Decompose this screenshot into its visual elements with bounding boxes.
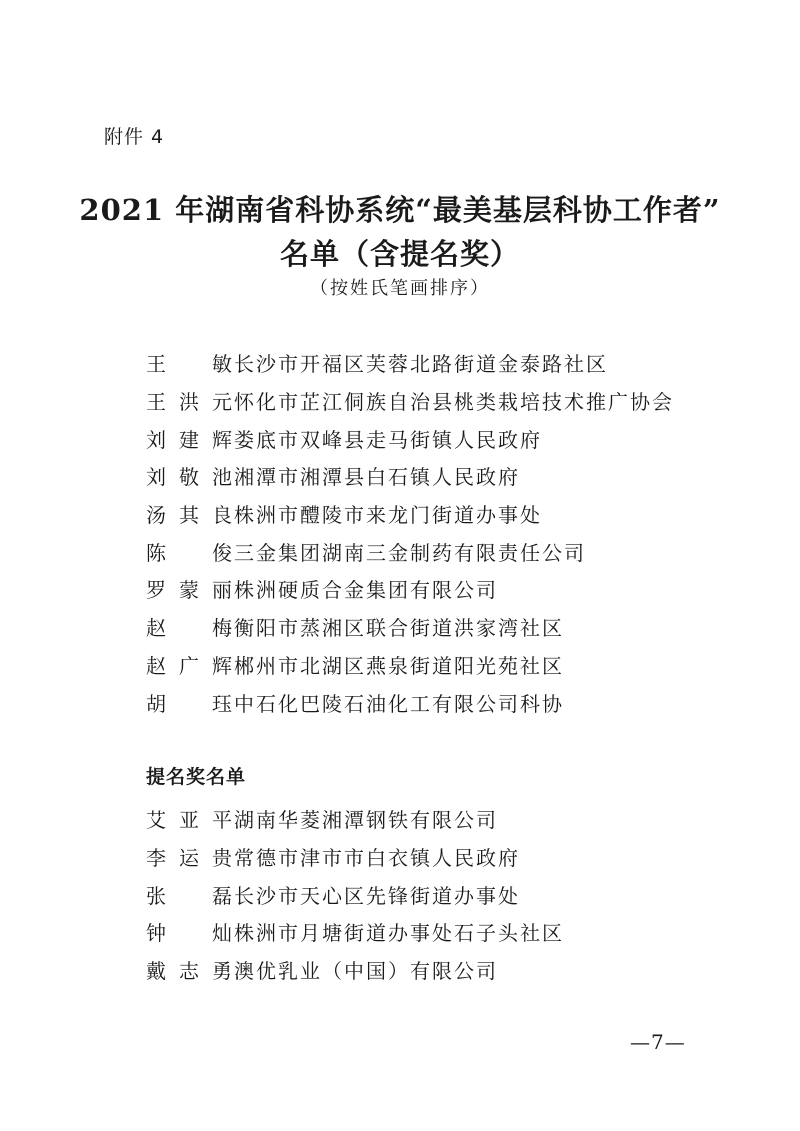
list-item bbox=[146, 532, 674, 570]
document-title-line-1: 2021 年湖南省科协系统“最美基层科协工作者” bbox=[79, 193, 721, 227]
list-item bbox=[146, 875, 564, 913]
person-name: 王洪元 bbox=[146, 390, 234, 415]
list-item bbox=[146, 683, 674, 721]
organization: 常德市津市市白衣镇人民政府 bbox=[234, 846, 520, 871]
list-item bbox=[146, 457, 674, 495]
organization: 长沙市天心区先锋街道办事处 bbox=[234, 883, 520, 908]
organization: 三金集团湖南三金制药有限责任公司 bbox=[234, 540, 586, 565]
list-item bbox=[146, 570, 674, 608]
person-name: 王 敏 bbox=[146, 352, 234, 377]
person-name: 胡 珏 bbox=[146, 691, 234, 716]
list-item bbox=[146, 951, 564, 989]
person-name: 艾亚平 bbox=[146, 808, 234, 833]
list-item bbox=[146, 800, 564, 838]
list-item bbox=[146, 913, 564, 951]
document-subtitle: （按姓氏笔画排序） bbox=[310, 278, 490, 299]
list-item bbox=[146, 419, 674, 457]
organization: 中石化巴陵石油化工有限公司科协 bbox=[234, 691, 564, 716]
person-name: 刘敬池 bbox=[146, 465, 234, 490]
nominee-section-heading: 提名奖名单 bbox=[146, 766, 247, 788]
organization: 怀化市芷江侗族自治县桃类栽培技术推广协会 bbox=[234, 390, 674, 415]
organization: 澳优乳业（中国）有限公司 bbox=[234, 959, 498, 984]
list-item bbox=[146, 495, 674, 533]
list-item bbox=[146, 646, 674, 684]
person-name: 陈 俊 bbox=[146, 540, 234, 565]
organization: 郴州市北湖区燕泉街道阳光苑社区 bbox=[234, 653, 564, 678]
organization: 株洲市月塘街道办事处石子头社区 bbox=[234, 921, 564, 946]
list-item bbox=[146, 838, 564, 876]
organization: 株洲市醴陵市来龙门街道办事处 bbox=[234, 503, 542, 528]
list-item bbox=[146, 382, 674, 420]
person-name: 戴志勇 bbox=[146, 959, 234, 984]
document-title-line-2: 名单（含提名奖） bbox=[279, 237, 520, 271]
person-name: 罗蒙丽 bbox=[146, 578, 234, 603]
attachment-label: 附件 4 bbox=[104, 126, 165, 148]
organization: 湖南华菱湘潭钢铁有限公司 bbox=[234, 808, 498, 833]
page-number: —7— bbox=[630, 1030, 686, 1054]
person-name: 张 磊 bbox=[146, 883, 234, 908]
organization: 长沙市开福区芙蓉北路街道金泰路社区 bbox=[234, 352, 608, 377]
list-item bbox=[146, 608, 674, 646]
person-name: 刘建辉 bbox=[146, 427, 234, 452]
organization: 湘潭市湘潭县白石镇人民政府 bbox=[234, 465, 520, 490]
list-item bbox=[146, 344, 674, 382]
person-name: 钟 灿 bbox=[146, 921, 234, 946]
person-name: 赵广辉 bbox=[146, 653, 234, 678]
nominees-list bbox=[146, 800, 564, 988]
person-name: 赵 梅 bbox=[146, 616, 234, 641]
organization: 娄底市双峰县走马街镇人民政府 bbox=[234, 427, 542, 452]
person-name: 李运贵 bbox=[146, 846, 234, 871]
organization: 衡阳市蒸湘区联合街道洪家湾社区 bbox=[234, 616, 564, 641]
person-name: 汤其良 bbox=[146, 503, 234, 528]
winners-list bbox=[146, 344, 674, 721]
organization: 株洲硬质合金集团有限公司 bbox=[234, 578, 498, 603]
